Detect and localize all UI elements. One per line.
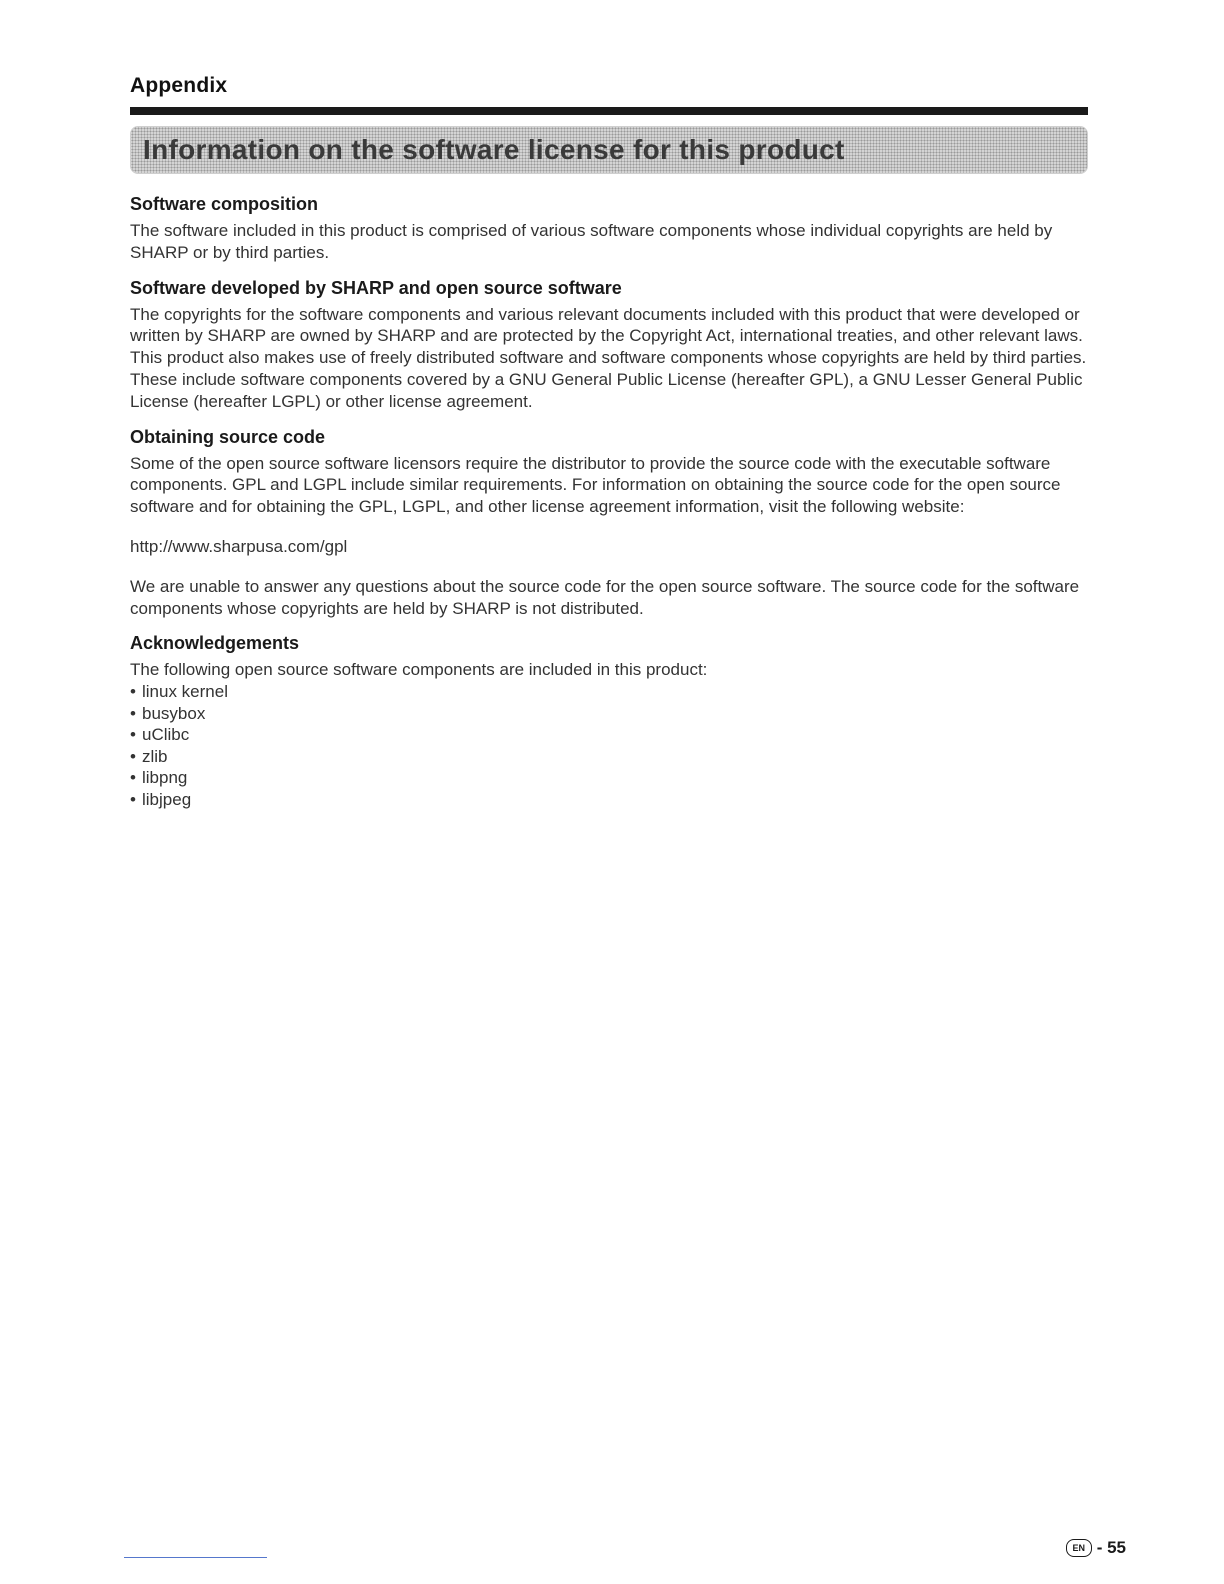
paragraph-source-note: We are unable to answer any questions about the source code for the open source software. The source code for the software components whose copyrights are held by SHARP is not distributed.	[130, 576, 1080, 618]
bullet-icon: •	[130, 725, 136, 745]
heading-developed: Software developed by SHARP and open source software	[130, 277, 622, 298]
paragraph-composition: The software included in this product is comprised of various software components whose individual copyrights are held by SHARP or by third parties.	[130, 221, 1053, 262]
list-item: • busybox	[130, 703, 206, 723]
list-item: • libjpeg	[130, 789, 192, 809]
section-composition	[130, 192, 1088, 264]
language-badge-icon: EN	[1066, 1539, 1092, 1557]
page-title: Information on the software license for this product	[143, 134, 845, 165]
list-item: • uClibc	[130, 725, 190, 745]
bullet-icon: •	[130, 789, 136, 809]
list-item: • libpng	[130, 768, 188, 788]
section-acknowledgements	[130, 631, 1088, 810]
title-banner	[130, 126, 1088, 174]
bullet-icon: •	[130, 703, 136, 723]
page-number	[1066, 1538, 1126, 1558]
component-list	[130, 681, 1088, 810]
heading-composition: Software composition	[130, 194, 319, 214]
list-item: • zlib	[130, 746, 168, 766]
header-rule	[130, 107, 1088, 115]
section-developed	[130, 276, 1088, 413]
paragraph-source: Some of the open source software licensors require the distributor to provide the source code with the executable software components. GPL and LGPL include similar requirements. For information on obtaining the source code for the open source software and for obtaining the GPL, LGPL, and other license agreement information, visit the following website:	[130, 453, 1061, 517]
bottom-divider	[124, 1557, 267, 1558]
heading-acknowledgements: Acknowledgements	[130, 633, 300, 654]
bullet-icon: •	[130, 768, 136, 788]
paragraph-developed: The copyrights for the software components and various relevant documents included with this product that were developed or written by SHARP are owned by SHARP and are protected by the Copyright Act, international treaties, and other relevant laws. This product also makes use of freely distributed software and software components whose copyrights are held by third parties. These include software components covered by a GNU General Public License (hereafter GPL), a GNU Lesser General Public License (hereafter LGPL) or other license agreement.	[130, 304, 1087, 411]
page-number-text: - 55	[1096, 1538, 1126, 1557]
section-label: Appendix	[130, 74, 228, 97]
paragraph-acknowledgements-intro: The following open source software components are included in this product:	[130, 660, 708, 680]
heading-source: Obtaining source code	[130, 426, 326, 447]
section-source	[130, 425, 1088, 620]
bullet-icon: •	[130, 682, 136, 702]
content-body	[130, 192, 1088, 822]
source-url: http://www.sharpusa.com/gpl	[130, 536, 348, 556]
list-item: • linux kernel	[130, 682, 228, 702]
bullet-icon: •	[130, 746, 136, 766]
